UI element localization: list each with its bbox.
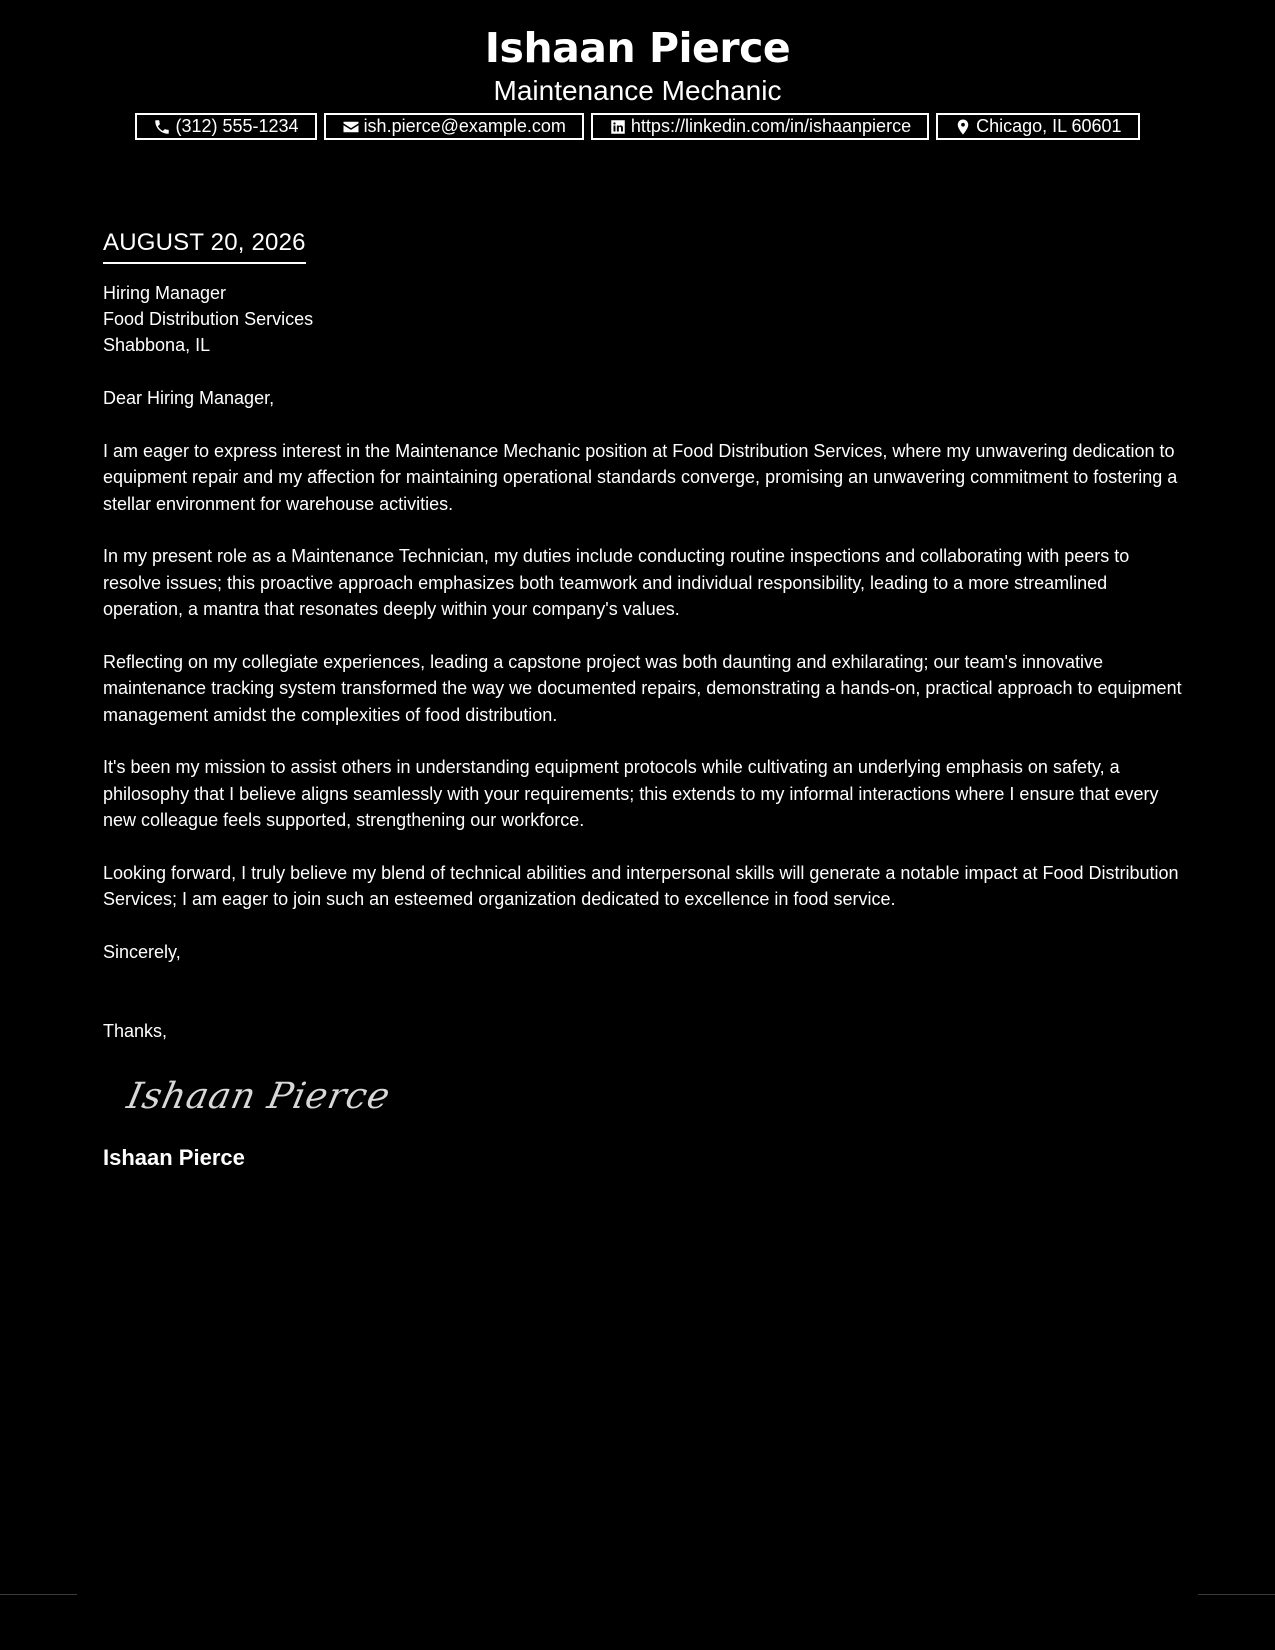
body-paragraph: Looking forward, I truly believe my blend of technical abilities and interpersonal skills will generate a notable impact at Food Distribution Services; I am eager to join such an esteemed organization dedicated to excellence in food service. [103,862,1179,909]
footer-divider-left [0,1594,77,1595]
contact-location[interactable] [936,113,1139,140]
contact-linkedin-text: https://linkedin.com/in/ishaanpierce [630,116,912,136]
letter-header [0,22,1275,108]
recipient-block [103,280,1183,358]
handwritten-signature: Ishaan Pierce [123,1075,395,1117]
recipient-location: Shabbona, IL [103,335,211,355]
linkedin-icon [609,118,627,136]
contact-phone-text: (312) 555-1234 [175,116,299,136]
signoff-name: Ishaan Pierce [103,1144,245,1170]
body-paragraph: It's been my mission to assist others in understanding equipment protocols while cultivating an underlying emphasis on safety, a philosophy that I believe aligns seamlessly with your requirements; this extends to my informal interactions where I ensure that every new colleague feels supported, strengthening our workforce. [103,757,1159,830]
map-marker-icon [954,118,972,136]
applicant-name: Ishaan Pierce [484,24,791,72]
contact-linkedin[interactable] [591,113,929,140]
greeting: Dear Hiring Manager, [103,388,275,408]
contact-bar [0,113,1275,140]
contact-email-text: ish.pierce@example.com [363,116,566,136]
job-title: Maintenance Mechanic [493,75,782,106]
closing: Sincerely, [103,941,181,962]
footer-divider-right [1198,1594,1275,1595]
envelope-icon [342,118,360,136]
recipient-company: Food Distribution Services [103,309,314,329]
letter-body [103,226,1183,1173]
body-paragraph: Reflecting on my collegiate experiences, leading a capstone project was both daunting and exhilarating; our team's innovative maintenance tracking system transformed the way we documented repairs, demonstrating a hands-on, practical approach to equipment management amidst the complexities of food distribution. [103,651,1182,725]
recipient-title: Hiring Manager [103,283,227,303]
thanks-line: Thanks, [103,1021,168,1041]
contact-location-text: Chicago, IL 60601 [976,116,1122,136]
body-paragraph: In my present role as a Maintenance Technician, my duties include conducting routine inspections and collaborating with peers to resolve issues; this proactive approach emphasizes both teamwork and individual responsibility, leading to a more streamlined operation, a mantra that resonates deeply within your company's values. [103,546,1130,619]
contact-phone[interactable] [135,113,316,140]
body-paragraph: I am eager to express interest in the Maintenance Mechanic position at Food Distribution Services, where my unwavering dedication to equipment repair and my affection for maintaining operational standards converge, promising an unwavering commitment to fostering a stellar environment for warehouse activities. [103,440,1178,514]
contact-email[interactable] [324,113,584,140]
letter-date: AUGUST 20, 2026 [103,226,306,264]
phone-icon [153,118,171,136]
